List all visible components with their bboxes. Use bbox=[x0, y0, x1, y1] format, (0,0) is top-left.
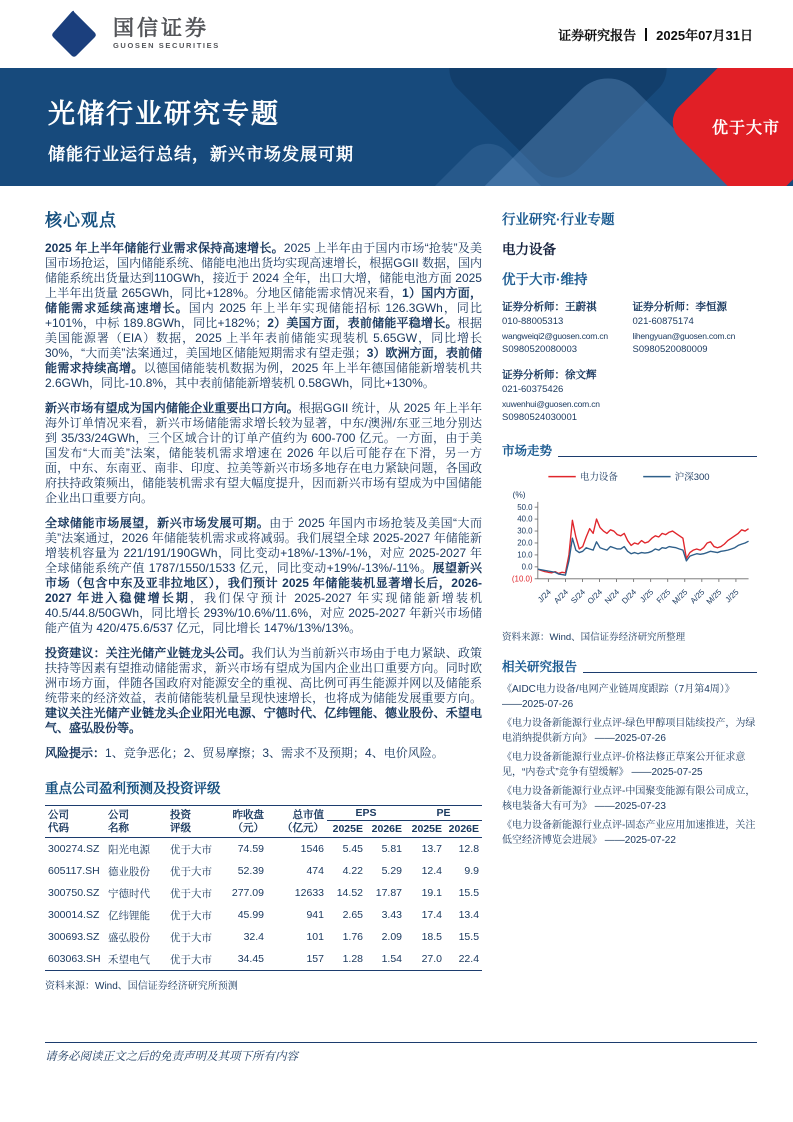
table-row: 603063.SH 禾望电气 优于大市 34.45 157 1.28 1.54 27.0 22.4 bbox=[45, 948, 482, 971]
col-header-close: 昨收盘 （元） bbox=[217, 806, 267, 838]
col-header-code: 公司 代码 bbox=[45, 806, 105, 838]
report-meta bbox=[558, 25, 753, 44]
report-item: 《电力设备新能源行业点评-固态产业应用加速推进，关注低空经济博览会进展》 ——2025-07-22 bbox=[502, 820, 756, 846]
title-banner bbox=[0, 68, 793, 186]
svg-text:30.0: 30.0 bbox=[517, 526, 533, 536]
disclaimer-text: 请务必阅读正文之后的免责声明及其项下所有内容 bbox=[45, 1051, 298, 1063]
analysts-grid bbox=[502, 300, 757, 425]
col-header-rating: 投资 评级 bbox=[167, 806, 217, 838]
svg-text:O/24: O/24 bbox=[585, 587, 605, 607]
svg-text:40.0: 40.0 bbox=[517, 514, 533, 524]
sidebar-rating: 优于大市·维持 bbox=[502, 272, 588, 287]
core-paragraph: 2025 年上半年储能行业需求保持高速增长。2025 上半年由于国内市场“抢装”及美国市场抢运，国内储能系统、储能电池出货均实现高速增长，根据GGII 数据，国内储能系统出货量达到110GWh，接近于 2024 全年，出口大增，储能电池方面 2025 上半年出货量 265GWh，同比+128%。分地区储能需求情况来看，1）国内方面，储能需求延续高速增长。国内 2025 年上半年实现储能招标 126.3GWh，同比+101%，中标 189.8GWh，同比+182%；2）美国方面，表前储能平稳增长。根据美国能源署（EIA）数据，2025 上半年表前储能实现装机 5.65GW，同比增长 30%，“大而美”法案通过，美国地区储能短期需求有望走强；3）欧洲方面，表前储能需求持续高增。以德国储能装机数据为例，2025 年上半年德国储能新增装机共 2.6GWh，同比-10.8%，其中表前储能新增装机 0.58GWh，同比+130%。 bbox=[45, 241, 482, 390]
svg-text:J/24: J/24 bbox=[536, 587, 553, 605]
report-type: 证券研究报告 bbox=[558, 27, 637, 43]
core-paragraphs bbox=[45, 241, 482, 761]
market-chart bbox=[502, 465, 757, 625]
core-paragraph: 全球储能市场展望，新兴市场发展可期。由于 2025 年国内市场抢装及美国“大而美”法案通过，2026 年储能装机需求或将减弱。我们展望全球 2025-2027 年储能新增装机容量为 221/191/190GWh，同比变动+18%/-13%/-1%，对应 2025-2027 年全球储能系统产值 1787/1550/1533 亿元，同比变动+19%/-13%/-11%。展望新兴市场（包含中东及亚非拉地区），我们预计 2025 年储能装机显著增长后，2026-2027 年进入稳健增长期，我们保守预计 2025-2027 年实现储能新增装机 40.5/44.8/50GWh，同比增长 293%/10.6%/11.6%，对应 2025-2027 年新兴市场储能产值为 420/475.6/537 亿元，同比增长 147%/13%/13%。 bbox=[45, 516, 483, 635]
top-bar bbox=[0, 0, 793, 68]
separator bbox=[645, 28, 647, 41]
company-table-header bbox=[45, 806, 482, 838]
col-group-eps: EPS bbox=[327, 806, 405, 821]
table-row: 300693.SZ 盛弘股份 优于大市 32.4 101 1.76 2.09 18.5 15.5 bbox=[48, 931, 480, 944]
svg-text:(%): (%) bbox=[512, 489, 526, 500]
svg-text:D/24: D/24 bbox=[620, 587, 639, 606]
report-item: 《电力设备新能源行业点评-绿色甲醇项目陆续投产，为绿电消纳提供新方向》 ——2025-07-26 bbox=[502, 718, 756, 744]
sidebar-industry: 电力设备 bbox=[502, 242, 556, 257]
market-chart-svg bbox=[502, 465, 757, 625]
analyst-block: 证券分析师：王蔚祺 010-88005313 wangweiqi2@guosen.com.cn S0980520080003 bbox=[502, 301, 608, 355]
page-footer bbox=[45, 1042, 757, 1064]
analyst-block: 证券分析师：李恒源 021-60875174 lihengyuan@guosen.com.cn S0980520080009 bbox=[632, 301, 736, 355]
col-header-pe-2025e: 2025E bbox=[405, 821, 445, 838]
company-table-body bbox=[45, 838, 482, 971]
table-row: 300750.SZ 宁德时代 优于大市 277.09 12633 14.52 17.87 19.1 15.5 bbox=[48, 887, 480, 900]
table-row: 300014.SZ 亿纬锂能 优于大市 45.99 941 2.65 3.43 17.4 13.4 bbox=[48, 909, 480, 922]
market-trend-heading bbox=[502, 441, 757, 459]
rating-badge: 优于大市 bbox=[711, 120, 780, 137]
col-header-name: 公司 名称 bbox=[105, 806, 167, 838]
svg-text:M/25: M/25 bbox=[670, 587, 690, 607]
svg-text:M/25: M/25 bbox=[704, 587, 724, 607]
svg-text:N/24: N/24 bbox=[602, 587, 622, 606]
chart-source-note: 资料来源：Wind、国信证券经济研究所整理 bbox=[502, 632, 686, 644]
core-paragraph: 新兴市场有望成为国内储能企业重要出口方向。根据GGII 统计，从 2025 年上半年海外订单情况来看，新兴市场储能需求增长较为显著，中东/澳洲/东亚三地分别达到 35/33/24GWh，三个区域合计的订单产值约为 600-700 亿元。一方面，由于美国发布“大而美”法案，储能装机需求增速在 2026 年以后可能存在下滑，另一方面，中东、东南亚、南非、印度、拉美等新兴市场多地存在电力紧缺问题，各国政府扶持政策频出，储能装机需求有望大幅度提升，因而新兴市场有望成为中国储能企业出口重要方向。 bbox=[45, 401, 482, 505]
report-date: 2025年07月31日 bbox=[656, 27, 753, 43]
table-row: 605117.SH 德业股份 优于大市 52.39 474 4.22 5.29 12.4 9.9 bbox=[48, 865, 480, 878]
related-reports-list bbox=[502, 683, 757, 848]
analyst-block: 证券分析师：徐文辉 021-60375426 xuwenhui@guosen.com.cn S0980524030001 bbox=[502, 369, 600, 423]
svg-text:J/25: J/25 bbox=[638, 587, 656, 605]
col-header-mcap: 总市值 （亿元） bbox=[267, 806, 327, 838]
svg-text:(10.0): (10.0) bbox=[511, 574, 533, 584]
svg-text:F/25: F/25 bbox=[654, 587, 673, 606]
report-item: 《电力设备新能源行业点评-中国聚变能源有限公司成立，核电装备大有可为》 ——2025-07-23 bbox=[502, 786, 756, 812]
market-trend-label: 市场走势 bbox=[502, 444, 553, 458]
guosen-logo-icon bbox=[45, 10, 103, 58]
col-header-eps-2025e: 2025E bbox=[327, 821, 366, 838]
svg-text:电力设备: 电力设备 bbox=[579, 471, 618, 483]
content bbox=[0, 186, 793, 992]
svg-text:A/25: A/25 bbox=[688, 587, 707, 606]
brand-name: 国信证券 bbox=[113, 17, 209, 41]
svg-text:20.0: 20.0 bbox=[517, 538, 533, 548]
brand-name-en: GUOSEN SECURITIES bbox=[113, 41, 220, 51]
table-source-note: 资料来源：Wind、国信证券经济研究所预测 bbox=[45, 981, 238, 992]
svg-text:50.0: 50.0 bbox=[517, 502, 533, 512]
report-item: 《电力设备新能源行业点评-价格法修正草案公开征求意见，“内卷式”竞争有望缓解》 ——2025-07-25 bbox=[502, 752, 746, 778]
svg-text:0.0: 0.0 bbox=[521, 562, 533, 572]
svg-text:J/25: J/25 bbox=[723, 587, 741, 605]
svg-text:沪深300: 沪深300 bbox=[674, 471, 710, 483]
main-column bbox=[45, 202, 482, 992]
core-views-heading: 核心观点 bbox=[45, 211, 117, 230]
report-item: 《AIDC电力设备/电网产业链周度跟踪（7月第4周）》 ——2025-07-26 bbox=[502, 684, 735, 710]
core-paragraph: 投资建议：关注光储产业链龙头公司。我们认为当前新兴市场由于电力紧缺、政策扶持等因素有望推动储能需求，新兴市场有望成为国内企业出口重要方向。同时欧洲市场方面，伴随各国政府对能源安全的重视、高比例可再生能源并网以及储能系统带来的经济效益，表前储能装机量呈现快速增长，也将成为储能发展重要方向。建议关注光储产业链龙头企业阳光电源、宁德时代、亿纬锂能、德业股份、禾望电气、盛弘股份等。 bbox=[45, 646, 482, 735]
report-subtitle: 储能行业运行总结，新兴市场发展可期 bbox=[48, 145, 354, 164]
core-paragraph: 风险提示：1、竞争恶化；2、贸易摩擦；3、需求不及预期；4、电价风险。 bbox=[45, 746, 444, 760]
related-reports-label: 相关研究报告 bbox=[502, 660, 578, 675]
col-group-pe: PE bbox=[405, 806, 482, 821]
col-header-pe-2026e: 2026E bbox=[445, 821, 482, 838]
svg-text:A/24: A/24 bbox=[552, 587, 570, 606]
related-reports-heading bbox=[502, 657, 757, 675]
col-header-eps-2026e: 2026E bbox=[366, 821, 405, 838]
svg-text:10.0: 10.0 bbox=[517, 550, 533, 560]
svg-text:S/24: S/24 bbox=[569, 587, 588, 606]
brand-text bbox=[113, 17, 220, 50]
company-table bbox=[45, 805, 482, 971]
report-title: 光储行业研究专题 bbox=[48, 99, 280, 129]
company-table-title: 重点公司盈利预测及投资评级 bbox=[45, 781, 221, 796]
sidebar bbox=[502, 202, 757, 992]
table-row: 300274.SZ 阳光电源 优于大市 74.59 1546 5.45 5.81 13.7 12.8 bbox=[48, 843, 480, 856]
brand bbox=[45, 10, 220, 58]
sidebar-category: 行业研究·行业专题 bbox=[502, 212, 615, 227]
